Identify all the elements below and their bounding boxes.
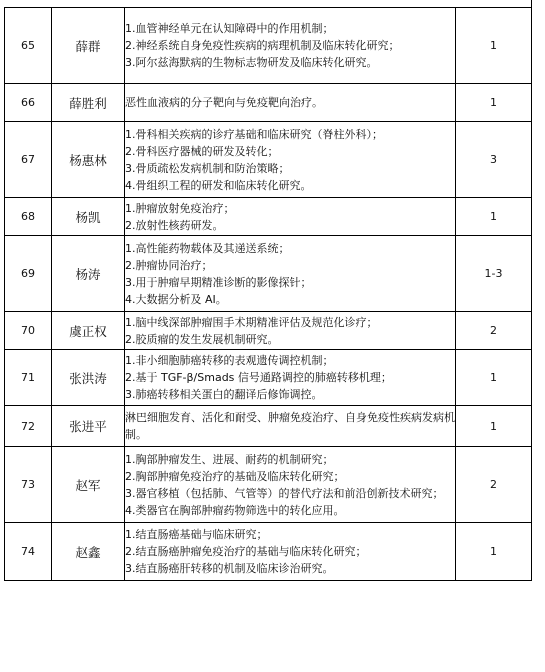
row-number: 71 <box>5 350 52 406</box>
enrollment-count: 1 <box>456 198 532 236</box>
supervisor-name: 赵军 <box>52 447 125 523</box>
supervisor-name: 赵鑫 <box>52 523 125 581</box>
supervisor-name: 薛胜利 <box>52 84 125 122</box>
research-item: 2.结直肠癌肿瘤免疫治疗的基础与临床转化研究； <box>125 545 367 558</box>
research-item: 1.血管神经单元在认知障碍中的作用机制； <box>125 22 334 35</box>
enrollment-count: 1 <box>456 84 532 122</box>
research-item: 2.神经系统自身免疫性疾病的病理机制及临床转化研究； <box>125 39 400 52</box>
research-item: 4.骨组织工程的研发和临床转化研究。 <box>125 178 312 192</box>
table-row <box>5 122 532 198</box>
table-row <box>5 350 532 406</box>
research-item: 2.肿瘤协同治疗； <box>125 258 213 272</box>
supervisor-table <box>4 7 532 581</box>
research-directions <box>125 406 456 447</box>
research-item: 1.高性能药物载体及其递送系统； <box>125 241 290 255</box>
supervisor-name: 薛群 <box>52 8 125 84</box>
research-directions <box>125 312 456 350</box>
enrollment-count: 2 <box>456 312 532 350</box>
research-item: 1.非小细胞肺癌转移的表观遗传调控机制； <box>125 354 334 367</box>
row-number: 70 <box>5 312 52 350</box>
row-number: 67 <box>5 122 52 198</box>
enrollment-count: 1 <box>456 350 532 406</box>
research-item: 3.结直肠癌肝转移的机制及临床诊治研究。 <box>125 562 334 575</box>
research-item: 4.大数据分析及 AI。 <box>125 292 227 306</box>
research-item: 4.类器官在胸部肿瘤药物筛选中的转化应用。 <box>125 503 345 517</box>
enrollment-count: 1 <box>456 406 532 447</box>
research-directions <box>125 350 456 406</box>
research-item: 淋巴细胞发育、活化和耐受、肿瘤免疫治疗、自身免疫性疾病发病机制。 <box>125 411 455 441</box>
row-number: 73 <box>5 447 52 523</box>
table-row <box>5 198 532 236</box>
supervisor-name: 张进平 <box>52 406 125 447</box>
research-directions <box>125 198 456 236</box>
enrollment-count: 1 <box>456 523 532 581</box>
table-row <box>5 84 532 122</box>
research-item: 2.骨科医疗器械的研发及转化； <box>125 144 279 158</box>
row-number: 74 <box>5 523 52 581</box>
research-directions <box>125 523 456 581</box>
research-directions <box>125 8 456 84</box>
row-number: 66 <box>5 84 52 122</box>
row-number: 69 <box>5 236 52 312</box>
research-item: 恶性血液病的分子靶向与免疫靶向治疗。 <box>125 96 323 109</box>
research-item: 1.脑中线深部肿瘤围手术期精准评估及规范化诊疗； <box>125 315 378 329</box>
research-item: 2.基于 TGF-β/Smads 信号通路调控的肺癌转移机理； <box>125 371 392 384</box>
research-item: 2.胸部肿瘤免疫治疗的基础及临床转化研究； <box>125 469 345 483</box>
research-item: 1.结直肠癌基础与临床研究； <box>125 528 268 541</box>
supervisor-name: 杨涛 <box>52 236 125 312</box>
research-item: 2.放射性核药研发。 <box>125 218 224 232</box>
research-item: 1.胸部肿瘤发生、进展、耐药的机制研究； <box>125 452 334 466</box>
research-item: 3.阿尔兹海默病的生物标志物研发及临床转化研究。 <box>125 56 378 69</box>
research-item: 3.器官移植（包括肺、气管等）的替代疗法和前沿创新技术研究； <box>125 486 444 500</box>
research-directions <box>125 122 456 198</box>
supervisor-name: 杨惠林 <box>52 122 125 198</box>
table-row <box>5 8 532 84</box>
row-number: 72 <box>5 406 52 447</box>
table-row <box>5 312 532 350</box>
enrollment-count: 3 <box>456 122 532 198</box>
table-body <box>5 8 532 581</box>
supervisor-name: 杨凯 <box>52 198 125 236</box>
research-item: 3.用于肿瘤早期精准诊断的影像探针； <box>125 275 312 289</box>
enrollment-count: 1-3 <box>456 236 532 312</box>
table-row <box>5 236 532 312</box>
research-item: 1.肿瘤放射免疫治疗； <box>125 201 235 215</box>
research-item: 3.骨质疏松发病机制和防治策略； <box>125 161 290 175</box>
supervisor-name: 虞正权 <box>52 312 125 350</box>
table-row <box>5 523 532 581</box>
enrollment-count: 2 <box>456 447 532 523</box>
research-item: 2.胶质瘤的发生发展机制研究。 <box>125 332 279 346</box>
supervisor-name: 张洪涛 <box>52 350 125 406</box>
research-item: 3.肺癌转移相关蛋白的翻译后修饰调控。 <box>125 388 323 401</box>
research-directions <box>125 236 456 312</box>
row-number: 68 <box>5 198 52 236</box>
research-item: 1.骨科相关疾病的诊疗基础和临床研究（脊柱外科）； <box>125 127 383 141</box>
table-row <box>5 406 532 447</box>
research-directions <box>125 84 456 122</box>
table-row <box>5 447 532 523</box>
research-directions <box>125 447 456 523</box>
enrollment-count: 1 <box>456 8 532 84</box>
row-number: 65 <box>5 8 52 84</box>
